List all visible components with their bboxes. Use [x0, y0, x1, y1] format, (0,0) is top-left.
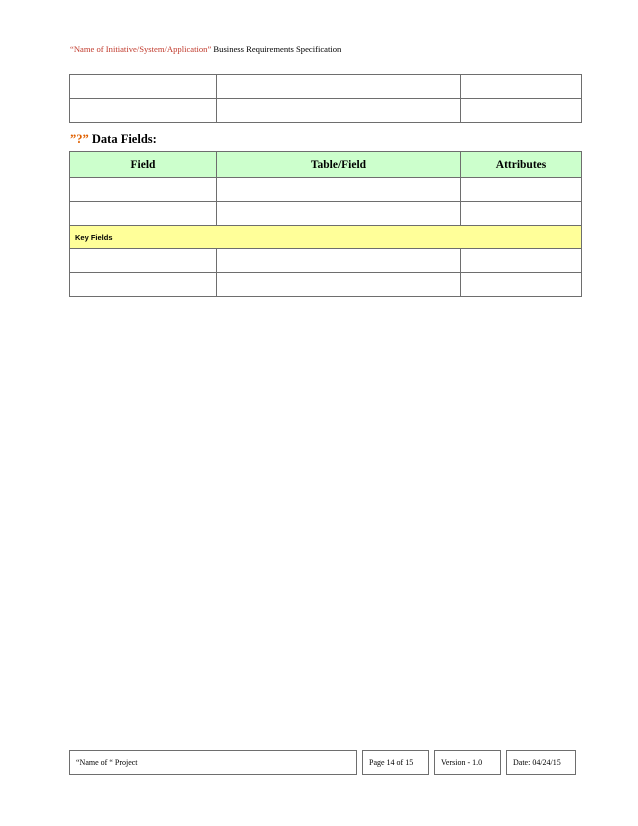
table-cell — [461, 273, 582, 297]
table-row — [70, 202, 582, 226]
footer-page-number: Page 14 of 15 — [363, 751, 429, 775]
table-row — [70, 273, 582, 297]
table-cell — [461, 249, 582, 273]
table-cell — [217, 75, 461, 99]
table-cell — [70, 202, 217, 226]
table-cell — [70, 99, 217, 123]
table-row — [70, 75, 582, 99]
table-cell — [461, 75, 582, 99]
table-cell — [70, 273, 217, 297]
table-cell — [217, 249, 461, 273]
footer-row — [70, 751, 576, 775]
table-header-row — [70, 152, 582, 178]
footer-version: Version - 1.0 — [435, 751, 501, 775]
table-cell — [70, 249, 217, 273]
table-cell — [217, 99, 461, 123]
table-cell — [461, 202, 582, 226]
table-row — [70, 178, 582, 202]
data-fields-table — [69, 151, 582, 297]
table-cell — [217, 202, 461, 226]
table-cell — [461, 99, 582, 123]
section-title: Data Fields: — [88, 132, 157, 146]
footer-date: Date: 04/24/15 — [507, 751, 576, 775]
footer-project-name: “Name of “ Project — [70, 751, 357, 775]
table-row — [70, 249, 582, 273]
table-cell — [461, 178, 582, 202]
column-header-attributes: Attributes — [461, 152, 582, 178]
section-marker: ”?” — [70, 132, 89, 146]
header-document-title: Business Requirements Specification — [211, 44, 342, 54]
data-fields-heading — [70, 132, 157, 147]
key-fields-label: Key Fields — [70, 226, 582, 249]
column-header-table-field: Table/Field — [217, 152, 461, 178]
header-initiative-name: “Name of Initiative/System/Application” — [70, 44, 212, 54]
column-header-field: Field — [70, 152, 217, 178]
continued-table — [69, 74, 582, 123]
table-row — [70, 99, 582, 123]
page-header — [70, 44, 341, 54]
table-cell — [70, 75, 217, 99]
table-cell — [217, 273, 461, 297]
key-fields-row — [70, 226, 582, 249]
page-footer — [69, 750, 576, 775]
table-cell — [217, 178, 461, 202]
table-cell — [70, 178, 217, 202]
